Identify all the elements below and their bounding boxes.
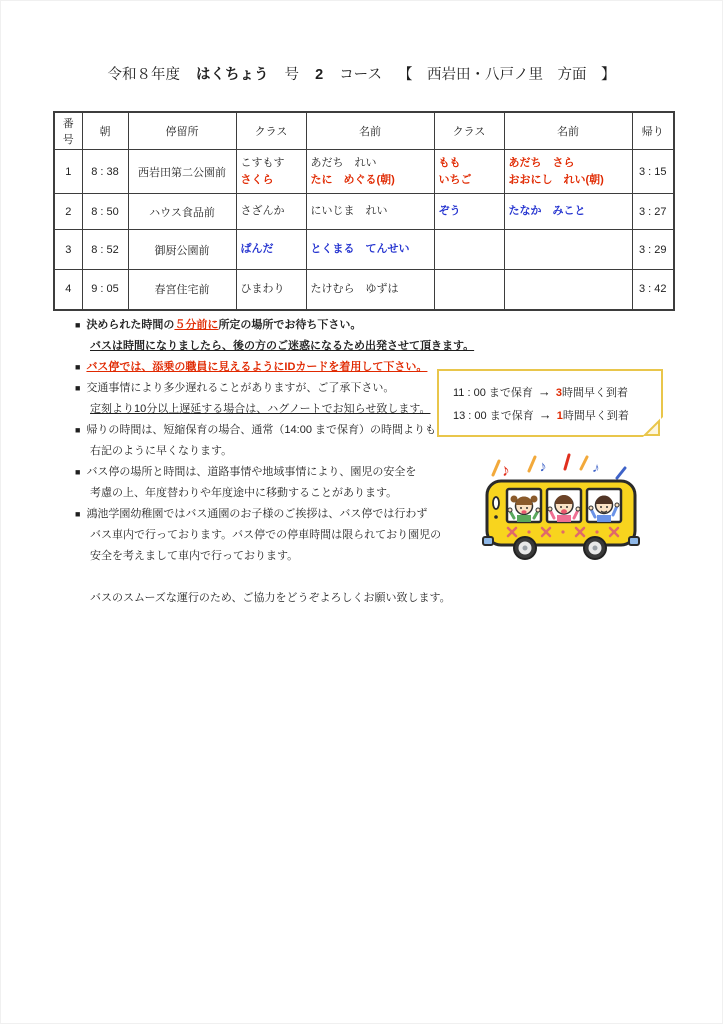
col-header-stop: 停留所 — [128, 112, 236, 150]
class-cell — [434, 194, 504, 230]
note-highlight: ５分前に — [174, 319, 219, 331]
note-text: バスは時間になりましたら、後の方のご迷惑になるため出発させて頂きます。 — [90, 340, 475, 352]
class-entry: いちご — [438, 173, 472, 186]
arrow-icon: → — [538, 406, 552, 422]
col-header-number: 番号 — [54, 112, 82, 150]
name-cell — [504, 194, 632, 230]
bus-stop-name: 西岩田第二公園前 — [128, 150, 236, 194]
notes-section — [75, 315, 505, 609]
bullet-icon: ■ — [75, 509, 81, 519]
table-row — [54, 230, 674, 270]
morning-time: 8 : 38 — [82, 150, 128, 194]
pupil-name: たに めぐる(朝) — [310, 173, 395, 186]
bullet-icon: ■ — [75, 383, 81, 393]
class-entry: こすもす — [240, 156, 285, 169]
note-line — [75, 525, 505, 546]
class-entry: さざんか — [240, 205, 285, 217]
name-cell — [306, 194, 434, 230]
note-line — [75, 315, 505, 336]
note-text: 定刻より10分以上遅延する場合は、ハグノートでお知らせ致します。 — [90, 403, 431, 415]
title-unit: 号 — [284, 67, 300, 83]
note-line — [75, 441, 505, 462]
notice-text: 11 : 00 まで保育 — [453, 386, 533, 399]
return-time: 3 : 42 — [632, 270, 674, 310]
table-row — [54, 150, 674, 194]
class-cell — [236, 230, 306, 270]
col-header-morning: 朝 — [82, 112, 128, 150]
class-entry: もも — [438, 156, 461, 169]
return-time: 3 : 29 — [632, 230, 674, 270]
title-bus-name: はくちょう — [196, 67, 269, 83]
pupil-name: おおにし れい(朝) — [508, 173, 604, 186]
row-number: 2 — [54, 194, 82, 230]
note-text: バスのスムーズな運行のため、ご協力をどうぞよろしくお願い致します。 — [90, 592, 451, 604]
svg-text:♪: ♪ — [538, 457, 548, 476]
bullet-icon: ■ — [75, 320, 81, 330]
note-text: バス車内で行っております。バス停での停車時間は限られており園児の — [90, 529, 442, 541]
row-number: 3 — [54, 230, 82, 270]
note-text: 右記のように早くなります。 — [90, 445, 233, 457]
bullet-icon: ■ — [75, 425, 81, 435]
note-line — [75, 483, 505, 504]
name-cell — [306, 230, 434, 270]
note-line — [75, 504, 505, 525]
bus-schedule-table — [53, 111, 675, 311]
col-header-name2: 名前 — [504, 112, 632, 150]
page-title — [1, 63, 722, 84]
note-highlight: バス停では、添乗の職員に見えるようにIDカードを着用して下さい。 — [86, 361, 428, 373]
notice-text: 13 : 00 まで保育 — [453, 409, 534, 422]
class-entry: ひまわり — [240, 282, 285, 295]
pupil-name: とくまる てんせい — [310, 243, 410, 255]
bus-stop-name: ハウス食品前 — [128, 194, 236, 230]
table-header-row — [54, 112, 674, 150]
name-cell-empty — [504, 230, 632, 270]
bus-stop-name: 春宮住宅前 — [128, 270, 236, 310]
class-cell — [236, 270, 306, 310]
pupil-name: たけむら ゆずは — [310, 282, 399, 295]
svg-text:♪: ♪ — [591, 458, 602, 476]
note-text: バス停の場所と時間は、道路事情や地域事情により、園児の安全を — [86, 466, 417, 478]
class-cell-empty — [434, 230, 504, 270]
return-time: 3 : 15 — [632, 150, 674, 194]
col-header-class1: クラス — [236, 112, 306, 150]
return-time: 3 : 27 — [632, 194, 674, 230]
row-number: 1 — [54, 150, 82, 194]
blank-line — [75, 567, 505, 588]
notice-text: 時間早く到着 — [562, 386, 629, 399]
morning-time: 9 : 05 — [82, 270, 128, 310]
folded-corner-icon — [643, 417, 663, 437]
notice-text: 時間早く到着 — [562, 409, 629, 422]
notice-hours: 3 — [555, 386, 563, 399]
school-bus-illustration — [481, 451, 641, 566]
row-number: 4 — [54, 270, 82, 310]
name-cell-empty — [504, 270, 632, 310]
name-cell — [306, 270, 434, 310]
class-cell — [236, 194, 306, 230]
table-row — [54, 194, 674, 230]
pupil-name: あだち さら — [508, 156, 575, 169]
note-line — [75, 546, 505, 567]
closing-line — [75, 588, 505, 609]
morning-time: 8 : 52 — [82, 230, 128, 270]
class-entry: ぱんだ — [240, 243, 274, 255]
title-course-label: コース — [339, 67, 382, 83]
name-cell — [306, 150, 434, 194]
title-area: 【 西岩田・八戸ノ里 方面 】 — [398, 67, 616, 83]
pupil-name: あだち れい — [310, 156, 377, 169]
svg-text:♪: ♪ — [499, 460, 512, 481]
class-cell-empty — [434, 270, 504, 310]
pickup-time-notice — [437, 369, 663, 437]
title-course-number: 2 — [315, 67, 324, 83]
title-year: 令和８年度 — [107, 67, 180, 83]
bullet-icon: ■ — [75, 362, 81, 372]
table-row — [54, 270, 674, 310]
note-text: 決められた時間の — [86, 319, 175, 331]
pupil-name: にいじま れい — [310, 205, 388, 217]
bullet-icon: ■ — [75, 467, 81, 477]
notice-hours: 1 — [556, 409, 563, 422]
col-header-class2: クラス — [434, 112, 504, 150]
note-text: 鴻池学園幼稚園ではバス通園のお子様のご挨拶は、バス停では行わず — [86, 508, 428, 520]
note-text: 安全を考えまして車内で行っております。 — [90, 550, 299, 562]
col-header-return: 帰り — [632, 112, 674, 150]
class-cell — [236, 150, 306, 194]
col-header-name1: 名前 — [306, 112, 434, 150]
note-text: 所定の場所でお待ち下さい。 — [218, 319, 362, 331]
music-notes-icon — [493, 455, 625, 480]
class-entry: ぞう — [438, 205, 461, 217]
bus-stop-name: 御厨公園前 — [128, 230, 236, 270]
pupil-name: たなか みこと — [508, 205, 586, 217]
note-text: 交通事情により多少遅れることがありますが、ご了承下さい。 — [86, 382, 395, 394]
note-text: 考慮の上、年度替わりや年度途中に移動することがあります。 — [90, 487, 398, 499]
class-entry: さくら — [240, 173, 274, 186]
arrow-icon: → — [537, 383, 551, 399]
morning-time: 8 : 50 — [82, 194, 128, 230]
note-text: 帰りの時間は、短縮保育の場合、通常（14:00 まで保育）の時間よりも — [86, 424, 437, 436]
name-cell — [504, 150, 632, 194]
note-line — [75, 336, 505, 357]
note-line — [75, 462, 505, 483]
class-cell — [434, 150, 504, 194]
notice-line — [453, 407, 661, 423]
notice-line — [453, 384, 661, 400]
